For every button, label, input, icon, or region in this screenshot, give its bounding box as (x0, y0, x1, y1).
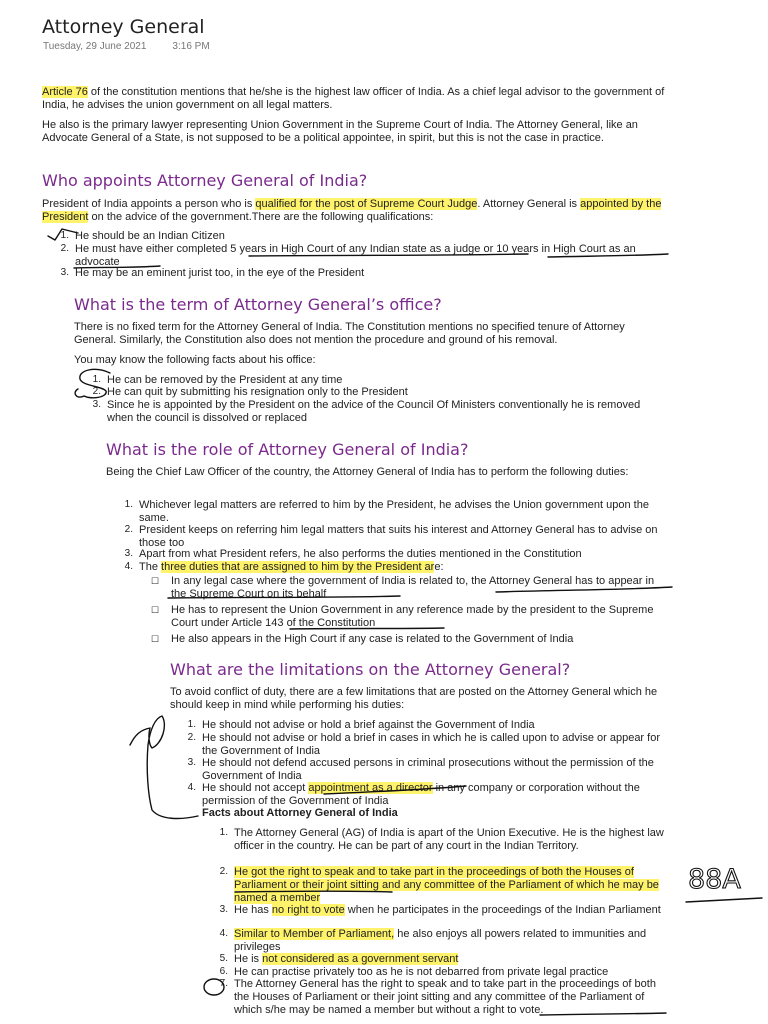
list-item: 1. He can be removed by the President at any time (92, 374, 343, 386)
ink-underline (686, 898, 762, 902)
list-item: 3. Apart from what President refers, he also performs the duties mentioned in the Constitution (124, 548, 582, 560)
page-timestamp (43, 41, 210, 52)
list-item: 4. The three duties that are assigned to him by the President are: (124, 561, 444, 573)
intro-paragraph-1: Article 76 of the constitution mentions that he/she is the highest law officer of India. As a chief legal advisor to the government of India, he advises the union government on all legal matters. (42, 86, 665, 111)
sub-list-item: ☐ In any legal case where the government of India is related to, the Attorney General has to appear in the Supreme Court on its behalf (151, 575, 655, 600)
fact-item: 4. Similar to Member of Parliament, he also enjoys all powers related to immunities and privileges (219, 928, 647, 953)
page-time: 3:16 PM (172, 41, 210, 52)
fact-item: 7. The Attorney General has the right to speak and to take part in the proceedings of both the Houses of Parliament or their joint sitting and any committee of the Parliament of which s/he may be named a member but without a right to vote. (219, 978, 656, 1016)
list-item: 3. Since he is appointed by the President on the advice of the Council Of Ministers conventionally he is removed when the council is dissolved or replaced (92, 399, 641, 424)
list-item: 3. He should not defend accused persons in criminal prosecutions without the permission of the Government of India (187, 757, 654, 782)
term-intro: You may know the following facts about his office: (74, 354, 316, 366)
section-heading-limitations: What are the limitations on the Attorney General? (170, 660, 571, 679)
list-item: 1. He should not advise or hold a brief against the Government of India (187, 719, 535, 731)
fact-item: 2. He got the right to speak and to take part in the proceedings of both the Houses of Parliament or their joint sitting and any committee of the Parliament of which he may be named a member (219, 866, 659, 904)
list-item: 4. He should not accept appointment as a director in any company or corporation without the permission of the Government of India (187, 782, 640, 807)
section-heading-role: What is the role of Attorney General of India? (106, 440, 469, 459)
page-date: Tuesday, 29 June 2021 (43, 41, 147, 52)
limitations-paragraph: To avoid conflict of duty, there are a few limitations that are posted on the Attorney General which he should keep in mind while performing his duties: (170, 686, 658, 711)
fact-item: 1. The Attorney General (AG) of India is apart of the Union Executive. He is the highest law officer in the country. He can be part of any court in the Indian Territory. (219, 827, 664, 852)
list-item: 2. He should not advise or hold a brief in cases in which he is called upon to advise or appear for the Government of India (187, 732, 660, 757)
fact-item: 5. He is not considered as a government servant (219, 953, 459, 965)
sub-list-item: ☐ He also appears in the High Court if any case is related to the Government of India (151, 633, 574, 645)
role-paragraph: Being the Chief Law Officer of the country, the Attorney General of India has to perform the following duties: (106, 466, 629, 478)
list-item: 1. He should be an Indian Citizen (60, 230, 225, 242)
facts-heading: Facts about Attorney General of India (202, 807, 398, 819)
sub-list-item: ☐ He has to represent the Union Government in any reference made by the president to the Supreme Court under Article 143 of the Constitution (151, 604, 654, 629)
term-paragraph: There is no fixed term for the Attorney General of India. The Constitution mentions no specified tenure of Attorney General. Similarly, the Constitution also does not mention the procedure and ground of his removal. (74, 321, 625, 346)
fact-item: 3. He has no right to vote when he participates in the proceedings of the Indian Parliament (219, 904, 661, 916)
section-heading-appointment: Who appoints Attorney General of India? (42, 171, 368, 190)
list-item: 3. He may be an eminent jurist too, in the eye of the President (60, 267, 365, 279)
list-item: 2. He must have either completed 5 years in High Court of any Indian state as a judge or 10 years in High Court as an advocate (60, 243, 636, 268)
fact-item: 6. He can practise privately too as he is not debarred from private legal practice (219, 966, 609, 978)
highlight: Article 76 (42, 86, 88, 98)
list-item: 1. Whichever legal matters are referred to him by the President, he advises the Union government upon the same. (124, 499, 649, 524)
section-heading-term: What is the term of Attorney General’s office? (74, 295, 442, 314)
ink-margin-note: 88A (688, 864, 741, 895)
list-item: 2. President keeps on referring him legal matters that suits his interest and Attorney General has to advise on those too (124, 524, 658, 549)
appointment-paragraph: President of India appoints a person who is qualified for the post of Supreme Court Judge. Attorney General is appointed by the President on the advice of the government.There are the following qualifications: (42, 198, 662, 223)
list-item: 2. He can quit by submitting his resignation only to the President (92, 386, 408, 398)
intro-paragraph-2: He also is the primary lawyer representing Union Government in the Supreme Court of India. The Attorney General, like an Advocate General of a State, is not supposed to be a political appointee, in spirit, but this is not the case in practice. (42, 119, 638, 144)
page-title: Attorney General (42, 16, 205, 38)
